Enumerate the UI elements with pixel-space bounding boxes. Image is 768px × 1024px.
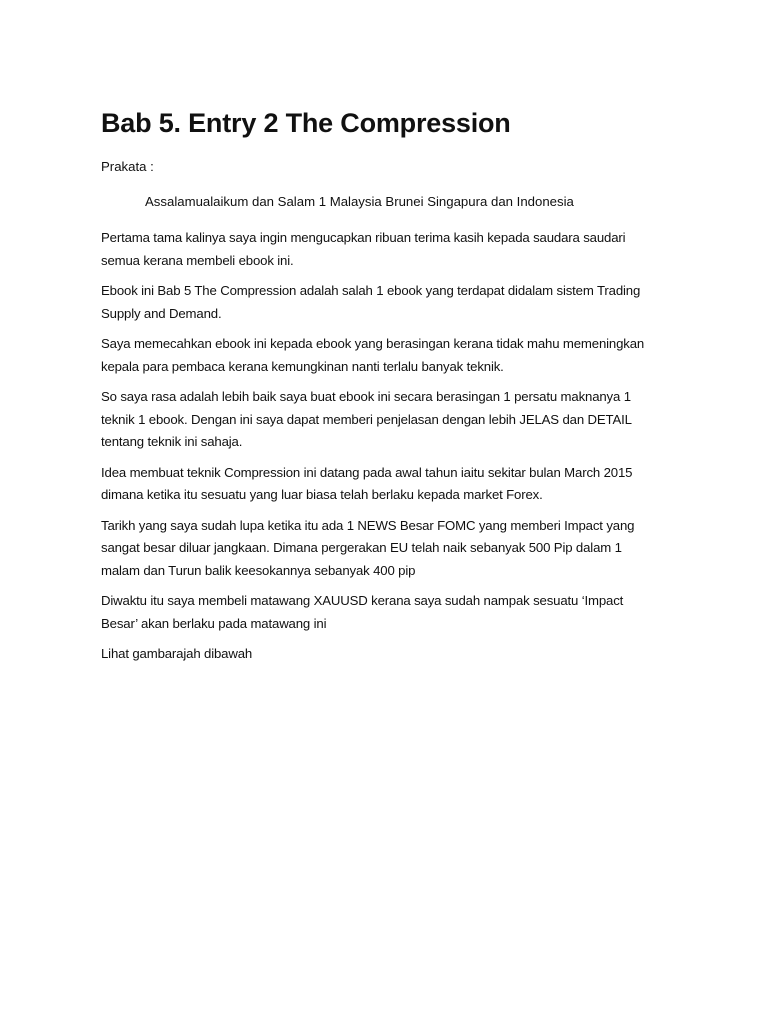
paragraph-ebook-intro <box>101 280 671 325</box>
document-title: Bab 5. Entry 2 The Compression <box>101 108 511 138</box>
paragraph-line: Idea membuat teknik Compression ini datang pada awal tahun iaitu sekitar bulan March 2015 <box>101 464 633 480</box>
paragraph-line: teknik 1 ebook. Dengan ini saya dapat memberi penjelasan dengan lebih JELAS dan DETAIL <box>101 411 632 427</box>
paragraph-line: Lihat gambarajah dibawah <box>101 646 253 661</box>
paragraph-one-technique <box>101 386 671 454</box>
paragraph-thanks <box>101 227 671 272</box>
preface-label: Prakata : <box>101 159 154 174</box>
paragraph-line: So saya rasa adalah lebih baik saya buat ebook ini secara berasingan 1 persatu maknanya 1 <box>101 389 631 404</box>
paragraph-line: sangat besar diluar jangkaan. Dimana pergerakan EU telah naik sebanyak 500 Pip dalam 1 <box>101 540 622 555</box>
paragraph-line: dimana ketika itu sesuatu yang luar biasa telah berlaku kepada market Forex. <box>101 487 543 502</box>
paragraph-line: Supply and Demand. <box>101 305 222 321</box>
paragraph-line: semua kerana membeli ebook ini. <box>101 252 294 268</box>
paragraph-line: tentang teknik ini sahaja. <box>101 434 243 449</box>
greeting-line: Assalamualaikum dan Salam 1 Malaysia Brunei Singapura dan Indonesia <box>145 194 574 209</box>
document-content <box>101 103 671 674</box>
paragraph-see-figure <box>101 643 671 666</box>
paragraph-line: kepala para pembaca kerana kemungkinan nanti terlalu banyak teknik. <box>101 358 504 374</box>
paragraph-line: Besar’ akan berlaku pada matawang ini <box>101 615 327 631</box>
paragraph-separation-reason <box>101 333 671 378</box>
paragraph-line: Pertama tama kalinya saya ingin mengucapkan ribuan terima kasih kepada saudara saudari <box>101 230 626 245</box>
paragraph-line: malam dan Turun balik keesokannya sebanyak 400 pip <box>101 562 416 578</box>
paragraph-idea-origin <box>101 462 671 507</box>
paragraph-line: Ebook ini Bab 5 The Compression adalah salah 1 ebook yang terdapat didalam sistem Trading <box>101 283 641 298</box>
paragraph-line: Saya memecahkan ebook ini kepada ebook yang berasingan kerana tidak mahu memeningkan <box>101 336 645 351</box>
paragraph-line: Diwaktu itu saya membeli matawang XAUUSD kerana saya sudah nampak sesuatu ‘Impact <box>101 593 624 608</box>
paragraph-xauusd <box>101 590 671 635</box>
paragraph-line: Tarikh yang saya sudah lupa ketika itu ada 1 NEWS Besar FOMC yang memberi Impact yang <box>101 517 635 533</box>
paragraph-fomc-news <box>101 515 671 583</box>
